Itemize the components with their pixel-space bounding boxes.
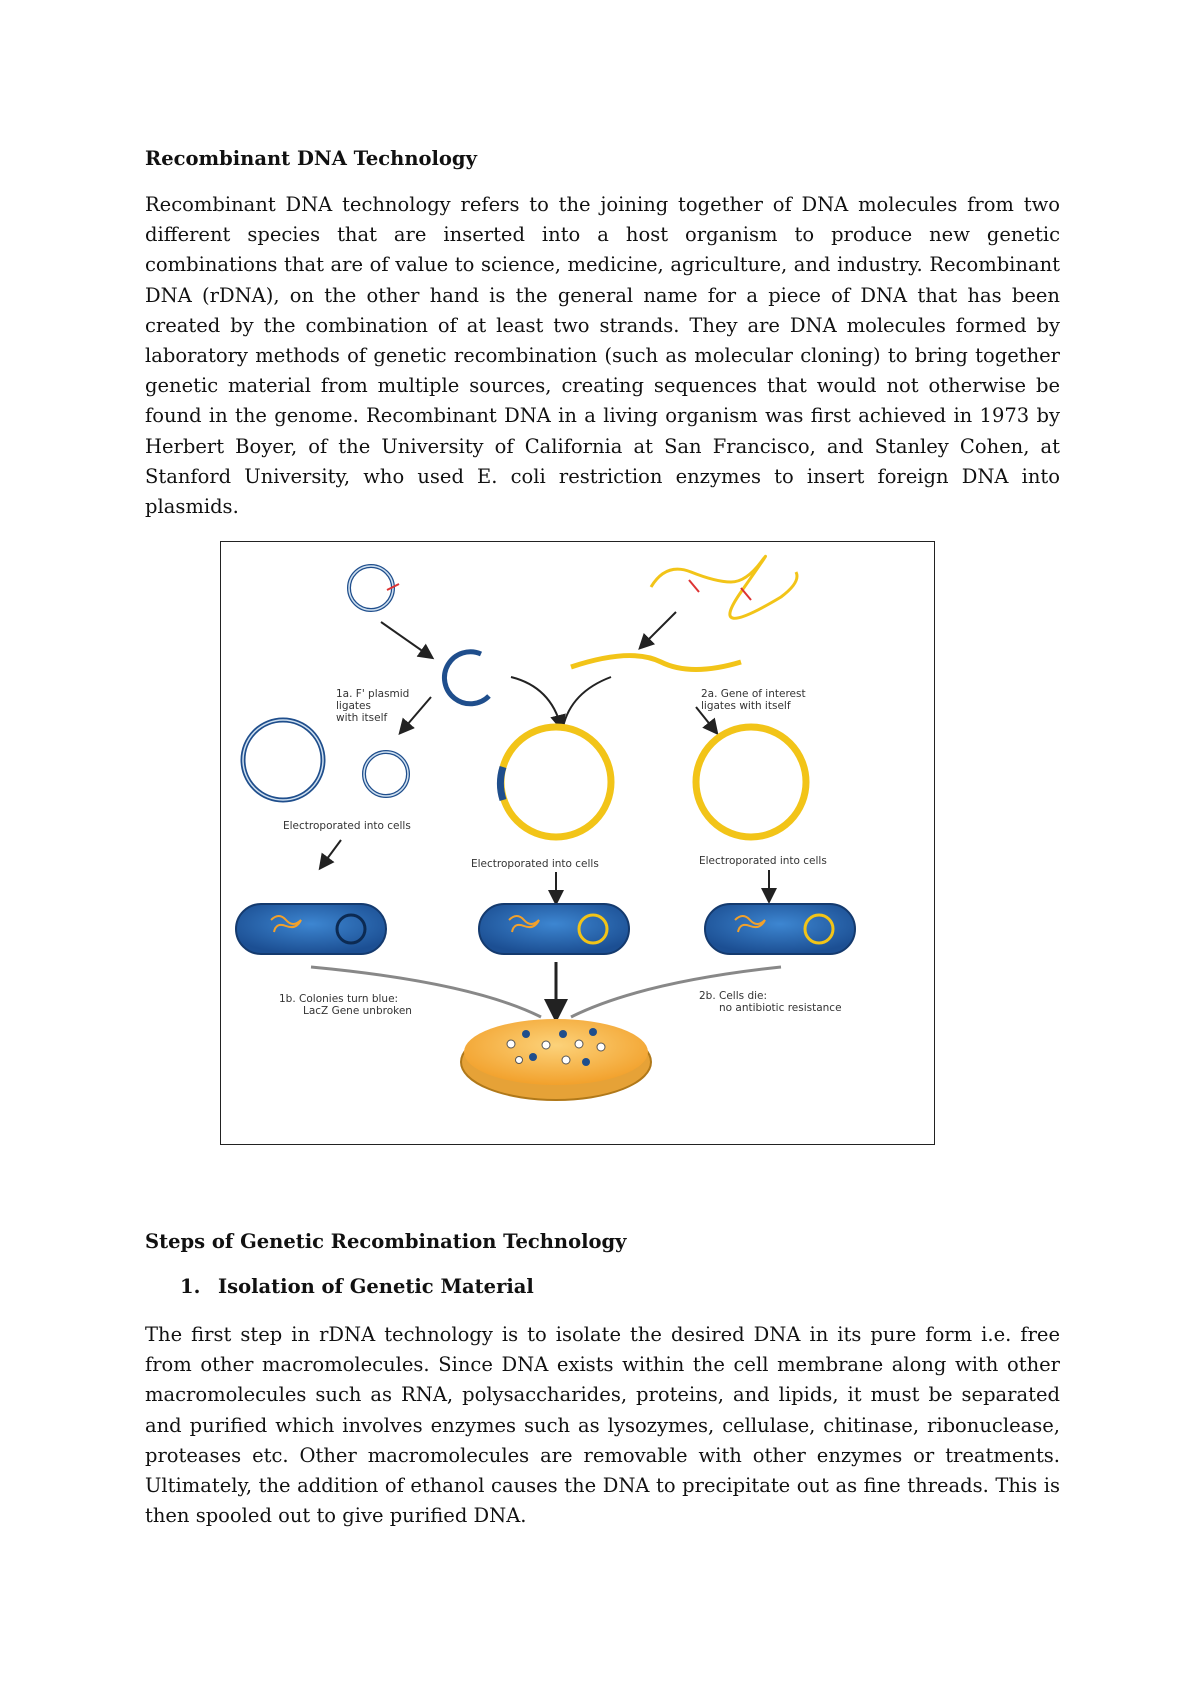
- label-2b-line1: 2b. Cells die:: [699, 990, 768, 1002]
- recombinant-plasmid: [501, 727, 611, 837]
- label-1b-line1: 1b. Colonies turn blue:: [279, 993, 399, 1005]
- arrow-1a: [401, 697, 431, 732]
- label-1a-line3: with itself: [336, 712, 388, 724]
- intro-paragraph: Recombinant DNA technology refers to the joining together of DNA molecules from two different species that are inserted into a host organism to produce new genetic combinations that are of value to science, medicine, agriculture, and industry. Recombinant DNA (rDNA), on the other hand is the general name for a piece of DNA that has been created by the combination of at least two strands. They are DNA molecules formed by laboratory methods of genetic recombination (such as molecular cloning) to bring together genetic material from multiple sources, creating sequences that would not otherwise be found in the genome. Recombinant DNA in a living organism was first achieved in 1973 by Herbert Boyer, of the University of California at San Francisco, and Stanley Cohen, at Stanford University, who used E. coli restriction enzymes to insert foreign DNA into plasmids.: [145, 193, 1060, 519]
- step-1-heading: [180, 1275, 534, 1298]
- cell-right: [705, 904, 855, 954]
- label-2a-line2: ligates with itself: [701, 700, 791, 712]
- cell-center: [479, 904, 629, 954]
- step-1-title: Isolation of Genetic Material: [218, 1275, 534, 1298]
- label-1a-line1: 1a. F' plasmid: [336, 688, 410, 700]
- petri-dish: [461, 1019, 651, 1100]
- recombinant-dna-diagram: [220, 541, 935, 1145]
- cell-left: [236, 904, 386, 954]
- arrow-gene-cut: [641, 612, 676, 647]
- cut-gene-fragment: [571, 656, 741, 670]
- label-1a-line2: ligates: [336, 700, 371, 712]
- gene-of-interest-strand: [651, 556, 797, 618]
- step-1-number: 1.: [180, 1275, 201, 1298]
- cut-plasmid: [444, 652, 489, 704]
- electroporated-left-label: Electroporated into cells: [283, 820, 411, 832]
- label-1b-line2: LacZ Gene unbroken: [303, 1005, 412, 1017]
- step-1-paragraph: The first step in rDNA technology is to isolate the desired DNA in its pure form i.e. free from other macromolecules. Since DNA exists within the cell membrane along with other macromolecules such as RNA, polysaccharides, proteins, and lipids, it must be separated and purified which involves enzymes such as lysozymes, cellulase, chitinase, ribonuclease, proteases etc. Other macromolecules are removable with other enzymes or treatments. Ultimately, the addition of ethanol causes the DNA to precipitate out as fine threads. This is then spooled out to give purified DNA.: [145, 1323, 1060, 1528]
- label-2b-line2: no antibiotic resistance: [719, 1002, 842, 1014]
- steps-heading: Steps of Genetic Recombination Technology: [145, 1230, 627, 1253]
- self-ligated-gene: [696, 727, 806, 837]
- electroporated-right-label: Electroporated into cells: [699, 855, 827, 867]
- diagram-svg: [221, 542, 934, 1144]
- arrow-plasmid-cut: [381, 622, 431, 657]
- page-title: Recombinant DNA Technology: [145, 147, 477, 170]
- label-2a-line1: 2a. Gene of interest: [701, 688, 806, 700]
- electroporated-center-label: Electroporated into cells: [471, 858, 599, 870]
